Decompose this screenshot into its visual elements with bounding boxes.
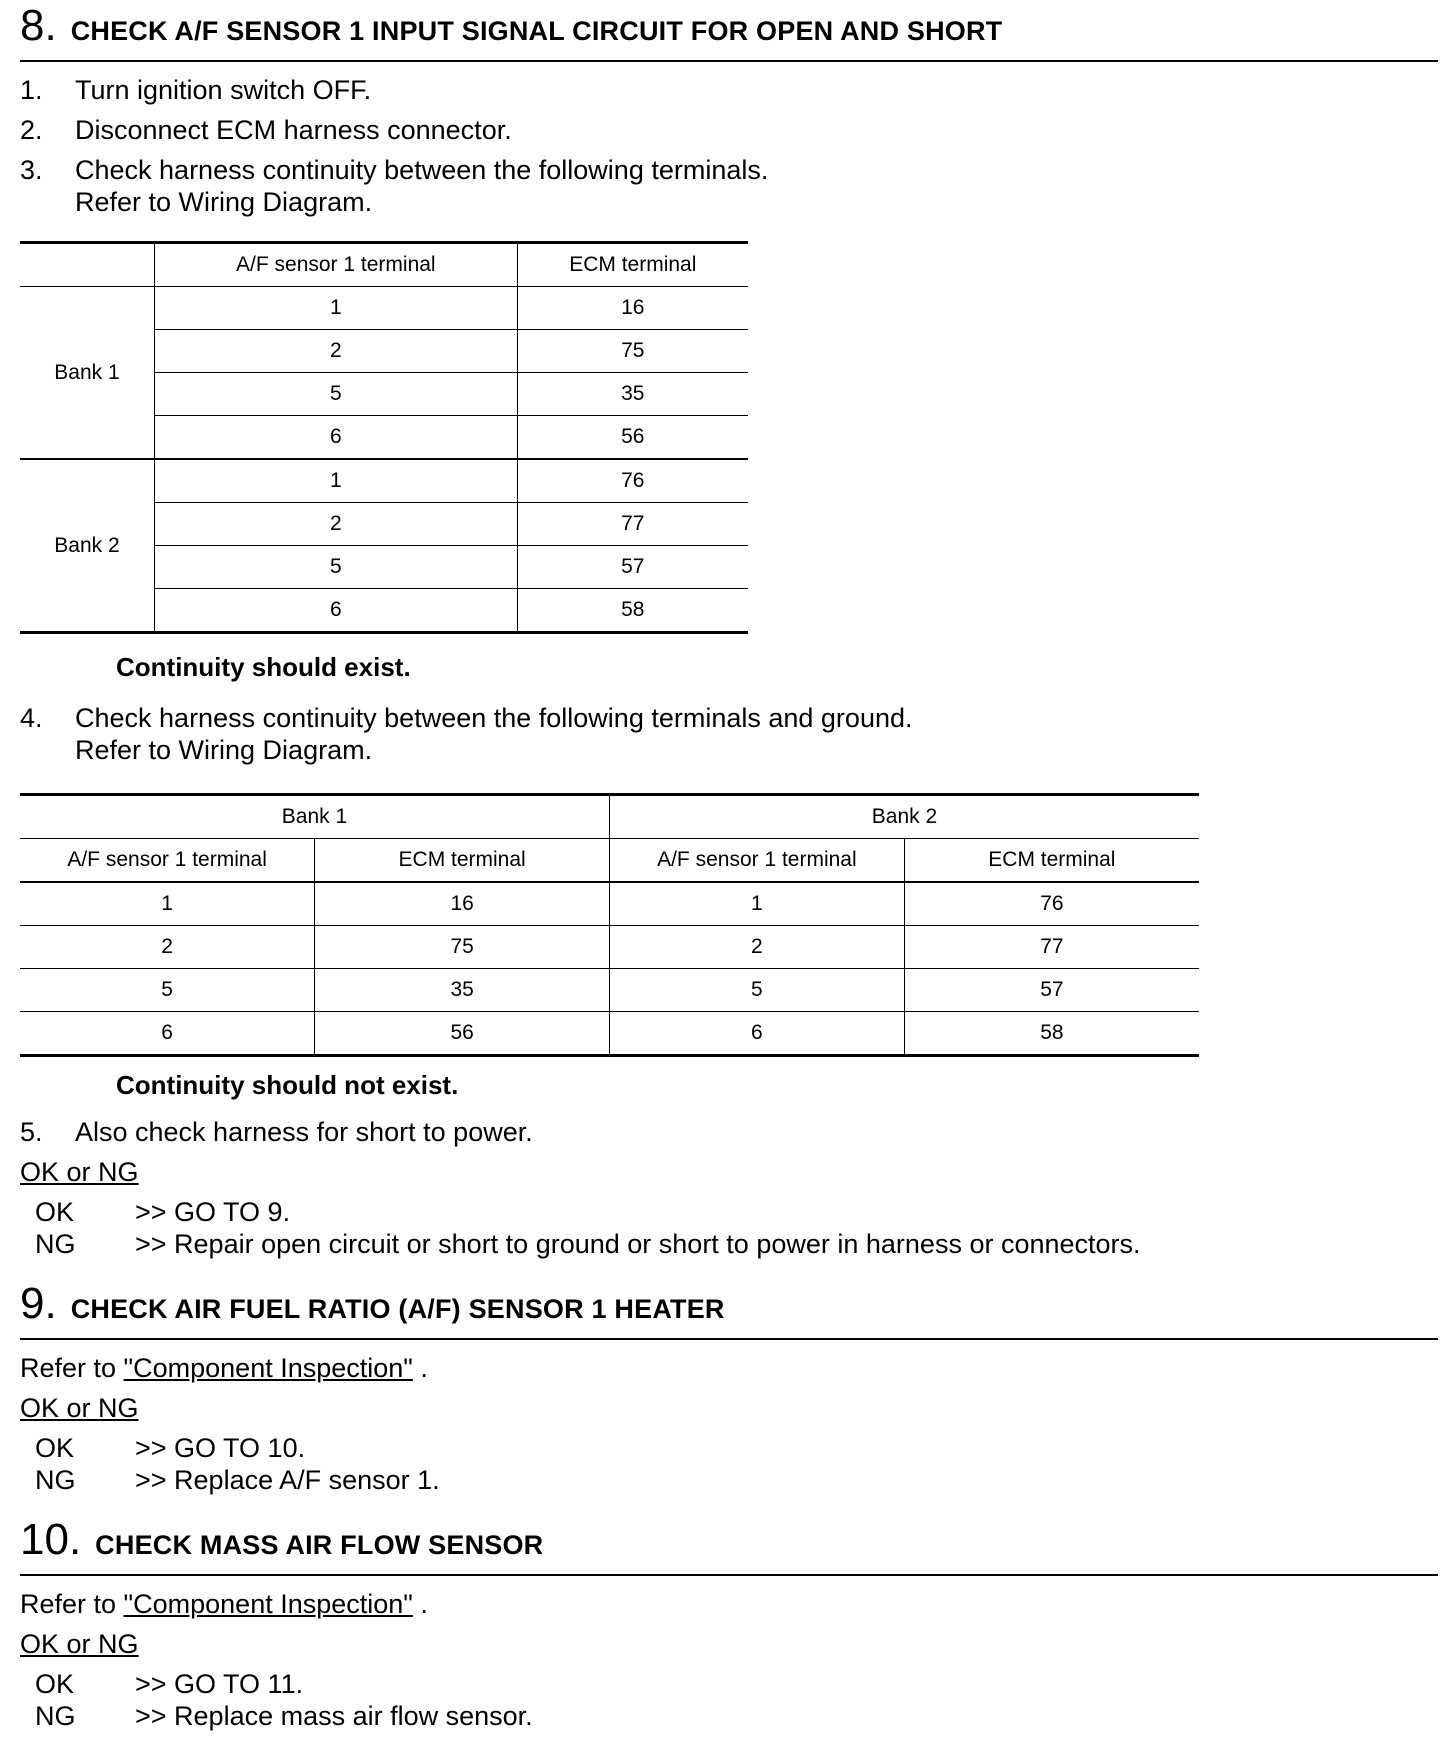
table-cell: 2: [155, 330, 518, 373]
result-key: OK: [35, 1669, 75, 1699]
result-key: OK: [35, 1433, 75, 1463]
table-row: [20, 926, 1199, 969]
component-inspection-link[interactable]: "Component Inspection": [123, 1353, 413, 1383]
step-number: 8.: [20, 1, 57, 50]
table-cell: 6: [161, 1021, 173, 1044]
table-cell: 1: [610, 882, 905, 926]
step-9-header: [20, 1279, 1438, 1340]
table-row: [20, 969, 1199, 1012]
refer-prefix: Refer to: [20, 1353, 124, 1383]
item-number: 2.: [20, 115, 43, 145]
list-item: [20, 114, 512, 146]
continuity-table-1: [20, 241, 748, 634]
list-item: [20, 74, 371, 106]
list-item: [20, 702, 913, 734]
result-key: OK: [35, 1197, 75, 1227]
table-cell: 56: [517, 416, 748, 460]
table-cell: 2: [155, 503, 518, 546]
table-cell: 2: [610, 926, 905, 969]
table-cell: 58: [517, 589, 748, 633]
step-10-header: [20, 1515, 1438, 1576]
list-item: [20, 154, 768, 186]
refer-prefix: Refer to: [20, 1589, 124, 1619]
item-number: 4.: [20, 703, 43, 733]
result-action: >> Replace mass air flow sensor.: [135, 1701, 533, 1731]
result-action: >> GO TO 10.: [135, 1433, 306, 1463]
table-cell: 57: [904, 969, 1199, 1012]
step-8-header: [20, 1, 1438, 62]
table-cell: 6: [155, 416, 518, 460]
column-header: A/F sensor 1 terminal: [20, 839, 315, 883]
table-cell: 5: [155, 546, 518, 589]
step-title: CHECK AIR FUEL RATIO (A/F) SENSOR 1 HEATER: [70, 1294, 725, 1324]
table-cell: 58: [904, 1012, 1199, 1056]
ng-result: [35, 1228, 1141, 1260]
table-cell: 1: [20, 882, 315, 926]
table-cell: 35: [517, 373, 748, 416]
refer-line: [20, 1588, 428, 1620]
item-text: Check harness continuity between the following terminals.: [75, 155, 769, 185]
column-header: A/F sensor 1 terminal: [610, 839, 905, 883]
item-number: 1.: [20, 75, 43, 105]
component-inspection-link[interactable]: "Component Inspection": [123, 1589, 413, 1619]
table-row: [20, 459, 748, 503]
item-text: Check harness continuity between the following terminals and ground.: [75, 703, 913, 733]
item-text: Disconnect ECM harness connector.: [75, 115, 512, 145]
continuity-note: Continuity should not exist.: [116, 1070, 459, 1100]
table-cell: 6: [155, 589, 518, 633]
table-cell: 77: [517, 503, 748, 546]
continuity-note: Continuity should exist.: [116, 652, 411, 682]
table-cell: 5: [20, 969, 315, 1012]
bank-label: Bank 2: [54, 533, 120, 557]
bank-header: Bank 2: [610, 795, 1200, 839]
refer-line: [20, 1352, 428, 1384]
ok-result: [35, 1668, 303, 1700]
item-number: 3.: [20, 155, 43, 185]
ok-result: [35, 1432, 305, 1464]
refer-text: Refer to Wiring Diagram.: [75, 187, 373, 217]
table-cell: 76: [904, 882, 1199, 926]
ok-result: [35, 1196, 290, 1228]
table-cell: 75: [315, 926, 610, 969]
item-text: Also check harness for short to power.: [75, 1117, 533, 1147]
table-cell: 1: [155, 287, 518, 330]
empty-header-cell: [20, 243, 155, 287]
refer-text: Refer to Wiring Diagram.: [75, 735, 373, 765]
table-cell: 2: [20, 926, 315, 969]
table-row: [20, 882, 1199, 926]
column-header: ECM terminal: [315, 839, 610, 883]
table-cell: 56: [315, 1012, 610, 1056]
continuity-table-2: [20, 793, 1199, 1057]
column-header: ECM terminal: [517, 243, 748, 287]
table-header-row: [20, 795, 1199, 839]
table-cell: 6: [610, 1012, 905, 1056]
result-key: NG: [35, 1465, 76, 1495]
result-action: >> Replace A/F sensor 1.: [135, 1465, 440, 1495]
table-cell: 76: [517, 459, 748, 503]
bank-header: Bank 1: [20, 795, 610, 839]
list-item: [20, 1116, 533, 1148]
table-cell: 75: [517, 330, 748, 373]
ok-or-ng-label: OK or NG: [20, 1157, 139, 1187]
result-key: NG: [35, 1701, 76, 1731]
ng-result: [35, 1464, 440, 1496]
ok-or-ng-label: OK or NG: [20, 1393, 139, 1423]
bank-label: Bank 1: [20, 287, 155, 460]
step-number: 10.: [20, 1515, 82, 1564]
step-title: CHECK MASS AIR FLOW SENSOR: [95, 1530, 544, 1560]
table-cell: 57: [517, 546, 748, 589]
result-action: >> GO TO 9.: [135, 1197, 291, 1227]
column-header: ECM terminal: [904, 839, 1199, 883]
table-header-row: [20, 839, 1199, 883]
step-title: CHECK A/F SENSOR 1 INPUT SIGNAL CIRCUIT FOR OPEN AND SHORT: [70, 16, 1003, 46]
table-cell: 5: [155, 373, 518, 416]
item-text: Turn ignition switch OFF.: [75, 75, 372, 105]
table-cell: 16: [517, 287, 748, 330]
ok-or-ng-label: OK or NG: [20, 1629, 139, 1659]
table-cell: 5: [610, 969, 905, 1012]
refer-suffix: .: [412, 1353, 428, 1383]
ng-result: [35, 1700, 533, 1732]
table-row: [20, 287, 748, 330]
item-number: 5.: [20, 1117, 43, 1147]
result-action: >> GO TO 11.: [135, 1669, 304, 1699]
table-row: [20, 1012, 1199, 1056]
refer-suffix: .: [412, 1589, 428, 1619]
table-cell: 1: [155, 459, 518, 503]
table-cell: 16: [315, 882, 610, 926]
table-cell: 35: [315, 969, 610, 1012]
result-action: >> Repair open circuit or short to ground or short to power in harness or connectors.: [135, 1229, 1141, 1259]
column-header: A/F sensor 1 terminal: [155, 243, 518, 287]
table-header-row: [20, 243, 748, 287]
table-cell: 77: [904, 926, 1199, 969]
result-key: NG: [35, 1229, 76, 1259]
step-number: 9.: [20, 1279, 57, 1328]
